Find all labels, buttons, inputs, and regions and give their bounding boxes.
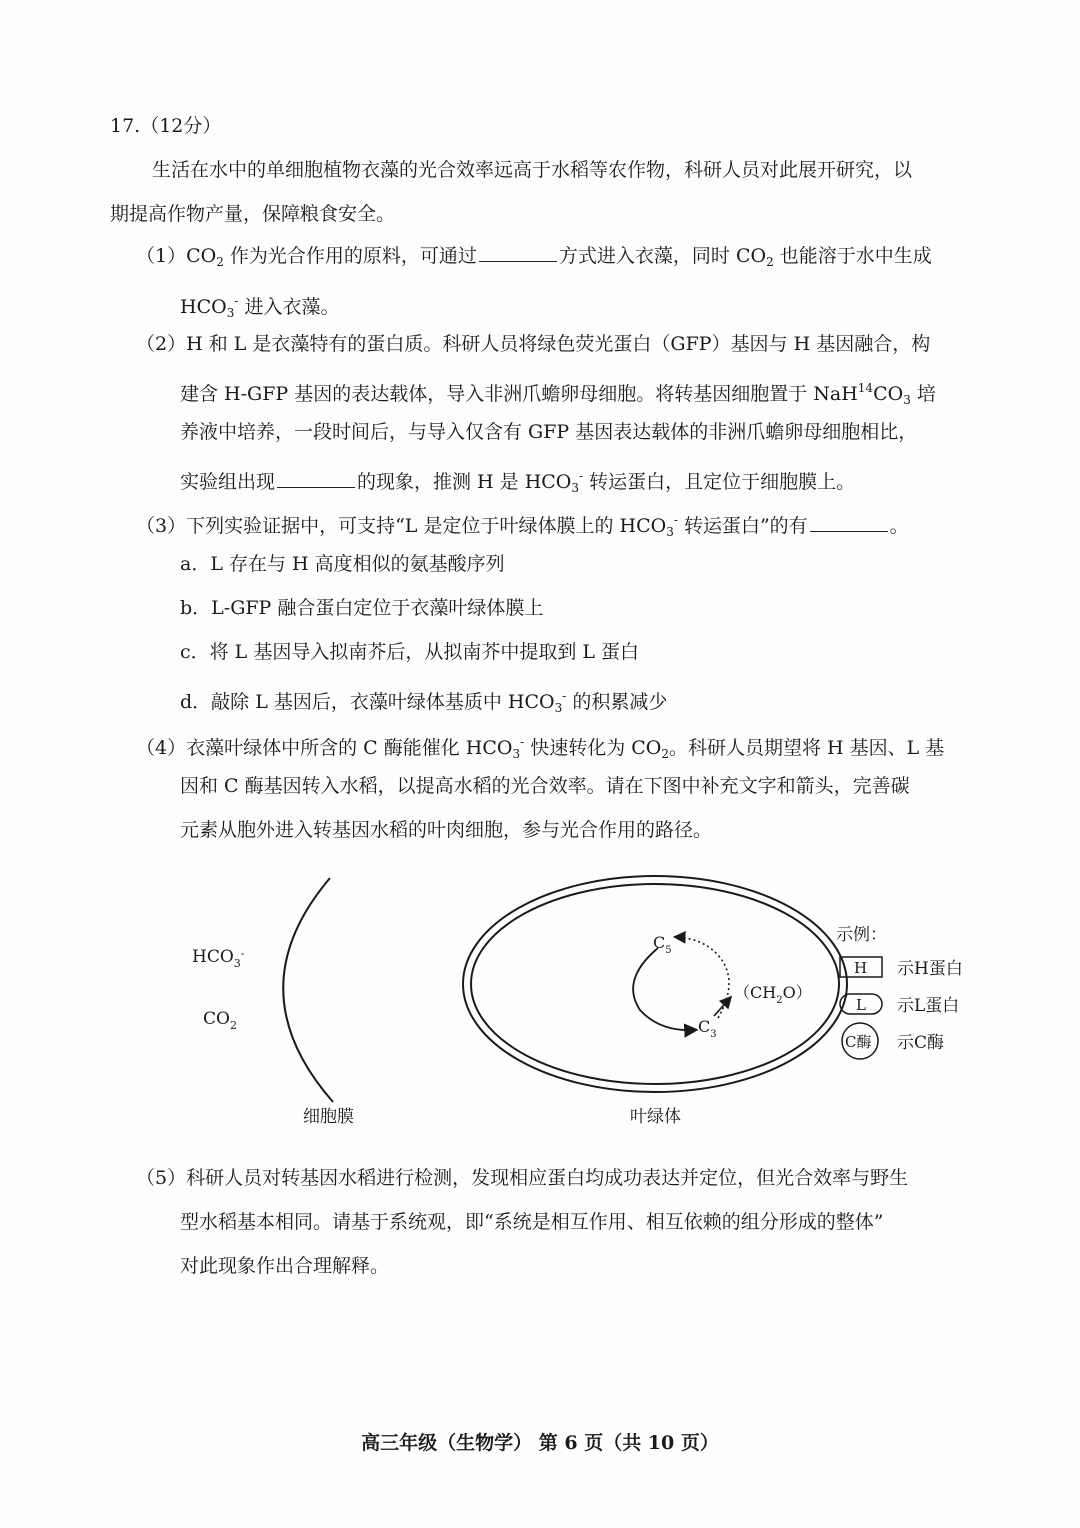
q1-text-b: 作为光合作用的原料，可通过 (229, 245, 477, 267)
q2-text-2c: 培 (916, 383, 936, 405)
photosynthesis-diagram (0, 860, 1080, 1150)
q2-text-2b: CO (873, 383, 904, 405)
q3-option-b: b．L-GFP 融合蛋白定位于衣藻叶绿体膜上 (180, 597, 544, 619)
q3-opt-d-b: 的积累减少 (572, 691, 668, 713)
q1-line-1 (136, 242, 932, 276)
q1-text-d: 也能溶于水中生成 (779, 245, 932, 267)
legend-l-text: 示L蛋白 (897, 996, 960, 1016)
c3-to-c5-dotted-arrow (676, 937, 729, 1018)
q3-option-c: c．将 L 基因导入拟南芥后，从拟南芥中提取到 L 蛋白 (180, 641, 640, 663)
q1-line-2 (180, 287, 339, 327)
q3-sub-3: 3 (666, 525, 674, 539)
q3-minus-d: - (562, 689, 567, 703)
question-number: 17.（12分） (110, 115, 222, 137)
cell-membrane-label: 细胞膜 (303, 1107, 354, 1127)
q5-line-2: 型水稻基本相同。请基于系统观，即“系统是相互作用、相互依赖的组分形成的整体” (180, 1211, 884, 1233)
q2-answer-blank[interactable] (277, 469, 355, 488)
q1-text-a: （1）CO (136, 245, 217, 267)
legend-c-symbol-text: C酶 (845, 1033, 872, 1051)
q2-sub-3b: 3 (571, 481, 580, 495)
q4-sub-3: 3 (512, 747, 521, 761)
q2-text-4b: 的现象，推测 H 是 HCO (357, 471, 572, 493)
q3-option-a: a．L 存在与 H 高度相似的氨基酸序列 (180, 553, 505, 575)
q2-line-3: 养液中培养，一段时间后，与导入仅含有 GFP 基因表达载体的非洲爪蟾卵母细胞相比， (180, 421, 918, 443)
q2-text-2a: 建含 H-GFP 基因的表达载体，导入非洲爪蟾卵母细胞。将转基因细胞置于 NaH (180, 383, 858, 405)
q1-sub-2b: 2 (766, 255, 774, 269)
intro-line-1: 生活在水中的单细胞植物衣藻的光合效率远高于水稻等农作物，科研人员对此展开研究，以 (152, 159, 913, 181)
page-footer: 高三年级（生物学） 第 6 页（共 10 页） (361, 1432, 719, 1454)
q3-stem-a: （3）下列实验证据中，可支持“L 是定位于叶绿体膜上的 HCO (136, 515, 667, 537)
co2-label: $CO_2$ (203, 1009, 237, 1032)
q1-hco3: HCO (180, 296, 227, 318)
q4-line-3: 元素从胞外进入转基因水稻的叶肉细胞，参与光合作用的路径。 (180, 819, 713, 841)
ch2o-label: $(CH_2O)$ (734, 983, 812, 1006)
q4-minus: - (520, 735, 525, 749)
q3-opt-d-a: d．敲除 L 基因后，衣藻叶绿体基质中 HCO (180, 691, 555, 713)
q1-text-c: 方式进入衣藻，同时 CO (558, 245, 767, 267)
q3-answer-blank[interactable] (810, 513, 888, 532)
q1-sub-2: 2 (216, 255, 224, 269)
q4-text-1a: （4）衣藻叶绿体中所含的 C 酶能催化 HCO (136, 737, 513, 759)
c5-to-c3-arrow (633, 948, 695, 1030)
q5-line-1: （5）科研人员对转基因水稻进行检测，发现相应蛋白均成功表达并定位，但光合效率与野生 (136, 1167, 909, 1189)
q1-text-f: 进入衣藻。 (244, 296, 340, 318)
q3-stem-c: 。 (889, 515, 909, 537)
q3-stem (136, 506, 909, 546)
q2-minus: - (579, 469, 584, 483)
hco3-label: $HCO_3^-$ (192, 947, 245, 970)
q4-text-1c: 。科研人员期望将 H 基因、L 基 (668, 737, 945, 759)
q2-text-4a: 实验组出现 (180, 471, 276, 493)
legend-l-symbol-text: L (856, 996, 866, 1014)
legend-title: 示例： (836, 925, 887, 945)
q3-sub-3d: 3 (554, 701, 563, 715)
c5-label: $C_5$ (653, 933, 672, 956)
q4-text-1b: 快速转化为 CO (530, 737, 662, 759)
q2-line-2 (180, 374, 936, 414)
legend-h-symbol-text: H (854, 959, 868, 977)
intro-line-2: 期提高作物产量，保障粮食安全。 (110, 203, 396, 225)
q2-sup-14: 14 (857, 381, 874, 395)
c3-label: $C_3$ (698, 1017, 717, 1040)
q1-sub-3: 3 (226, 306, 235, 320)
q2-sub-3: 3 (903, 393, 911, 407)
q2-line-4 (180, 462, 855, 502)
chloroplast-label: 叶绿体 (630, 1107, 681, 1127)
q4-sub-2: 2 (661, 747, 669, 761)
q1-minus: - (234, 294, 239, 308)
q2-text-4c: 转运蛋白，且定位于细胞膜上。 (589, 471, 856, 493)
legend-h-text: 示H蛋白 (897, 959, 963, 979)
q4-line-1 (136, 728, 944, 768)
q1-answer-blank[interactable] (479, 243, 557, 262)
q5-line-3: 对此现象作出合理解释。 (180, 1255, 390, 1277)
q3-stem-b: 转运蛋白”的有 (683, 515, 808, 537)
legend-c-text: 示C酶 (897, 1033, 945, 1053)
cell-membrane-arc (283, 878, 333, 1102)
q3-option-d (180, 682, 667, 722)
q4-line-2: 因和 C 酶基因转入水稻，以提高水稻的光合效率。请在下图中补充文字和箭头，完善碳 (180, 775, 910, 797)
q2-line-1: （2）H 和 L 是衣藻特有的蛋白质。科研人员将绿色荧光蛋白（GFP）基因与 H 基因融合，构 (136, 333, 931, 355)
c3-to-ch2o-arrow (714, 998, 730, 1016)
q3-minus: - (673, 513, 678, 527)
